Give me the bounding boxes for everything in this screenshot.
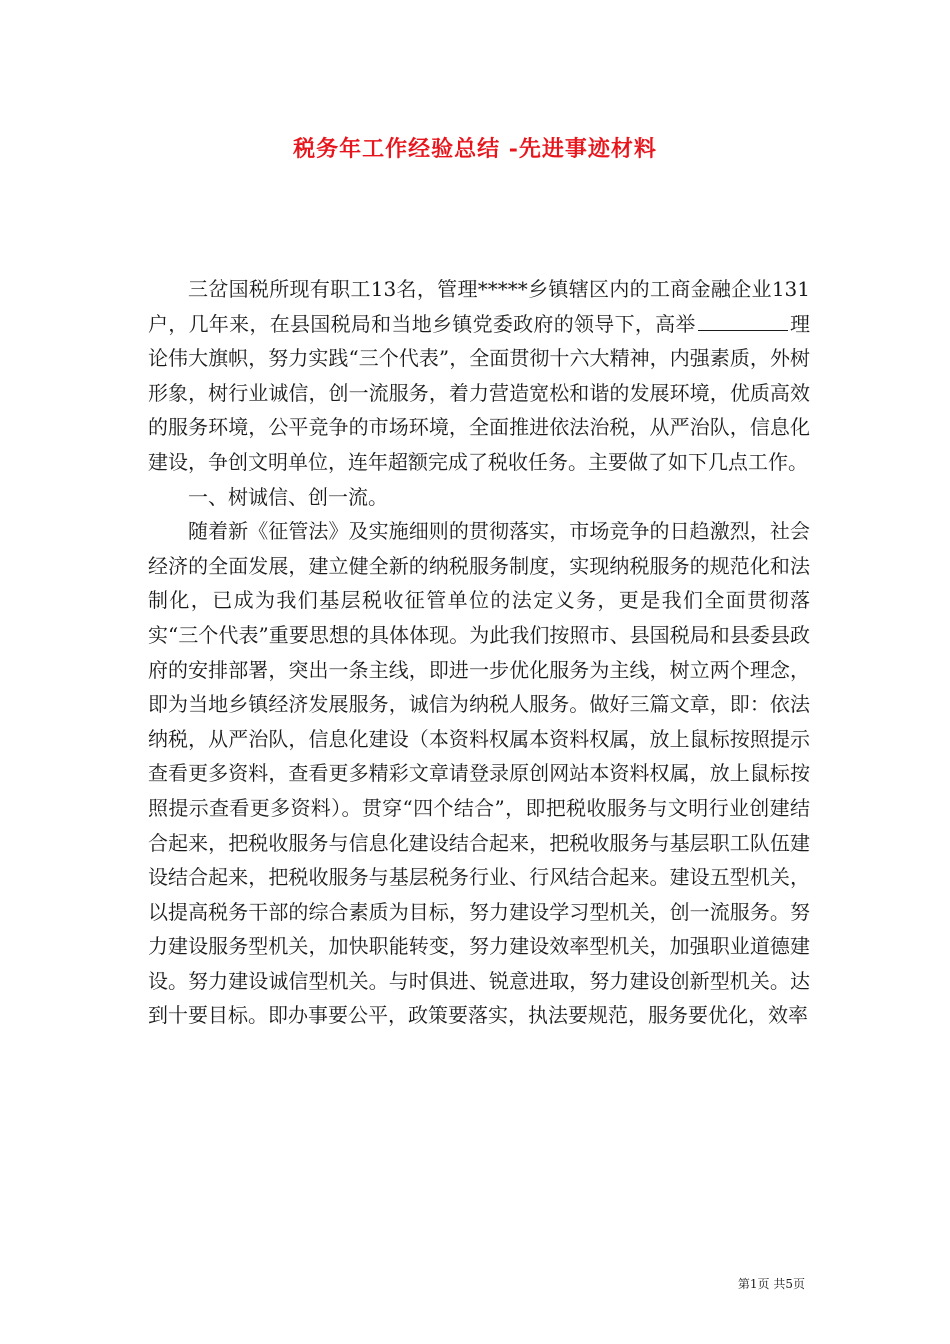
paragraph-section-1: 随着新《征管法》及实施细则的贯彻落实，市场竞争的日趋激烈，社会经济的全面发展，建立健全新的纳税服务制度，实现纳税服务的规范化和法制化，已成为我们基层税收征管单位的法定义务，更是我们全面贯彻落实“三个代表”重要思想的具体体现。为此我们按照市、县国税局和县委县政府的安排部署，突出一条主线，即进一步优化服务为主线，树立两个理念，即为当地乡镇经济发展服务，诚信为纳税人服务。做好三篇文章，即：依法纳税，从严治队，信息化建设（本资料权属本资料权属，放上鼠标按照提示查看更多资料，查看更多精彩文章请登录原创网站本资料权属，放上鼠标按照提示查看更多资料）。贯穿“四个结合”，即把税收服务与文明行业创建结合起来，把税收服务与信息化建设结合起来，把税收服务与基层职工队伍建设结合起来，把税收服务与基层税务行业、行风结合起来。建设五型机关，以提高税务干部的综合素质为目标，努力建设学习型机关，创一流服务。努力建设服务型机关，加快职能转变，努力建设效率型机关，加强职业道德建设。努力建设诚信型机关。与时俱进、锐意进取，努力建设创新型机关。达到十要目标。即办事要公平，政策要落实，执法要规范，服务要优化，效率	[148, 519, 810, 1028]
paragraph-intro-part2: 理论伟大旗帜，努力实践“三个代表”，全面贯彻十六大精神，内强素质，外树形象，树行业诚信，创一流服务，着力营造宽松和谐的发展环境，优质高效的服务环境，公平竞争的市场环境，全面推进依法治税，从严治队，信息化建设，争创文明单位，连年超额完成了税收任务。主要做了如下几点工作。	[148, 311, 811, 474]
paragraph-intro-part1: 三岔国税所现有职工13名，管理*****乡镇辖区内的工商金融企业131户，几年来，在县国税局和当地乡镇党委政府的领导下，高举	[148, 277, 810, 336]
blank-underline	[698, 329, 788, 331]
paragraph-intro	[148, 272, 810, 480]
page-number: 第1页 共5页	[737, 1277, 805, 1291]
section-heading-1: 一、树诚信、创一流。	[188, 484, 388, 509]
document-body	[148, 272, 810, 1033]
document-title: 税务年工作经验总结 -先进事迹材料	[293, 136, 657, 162]
